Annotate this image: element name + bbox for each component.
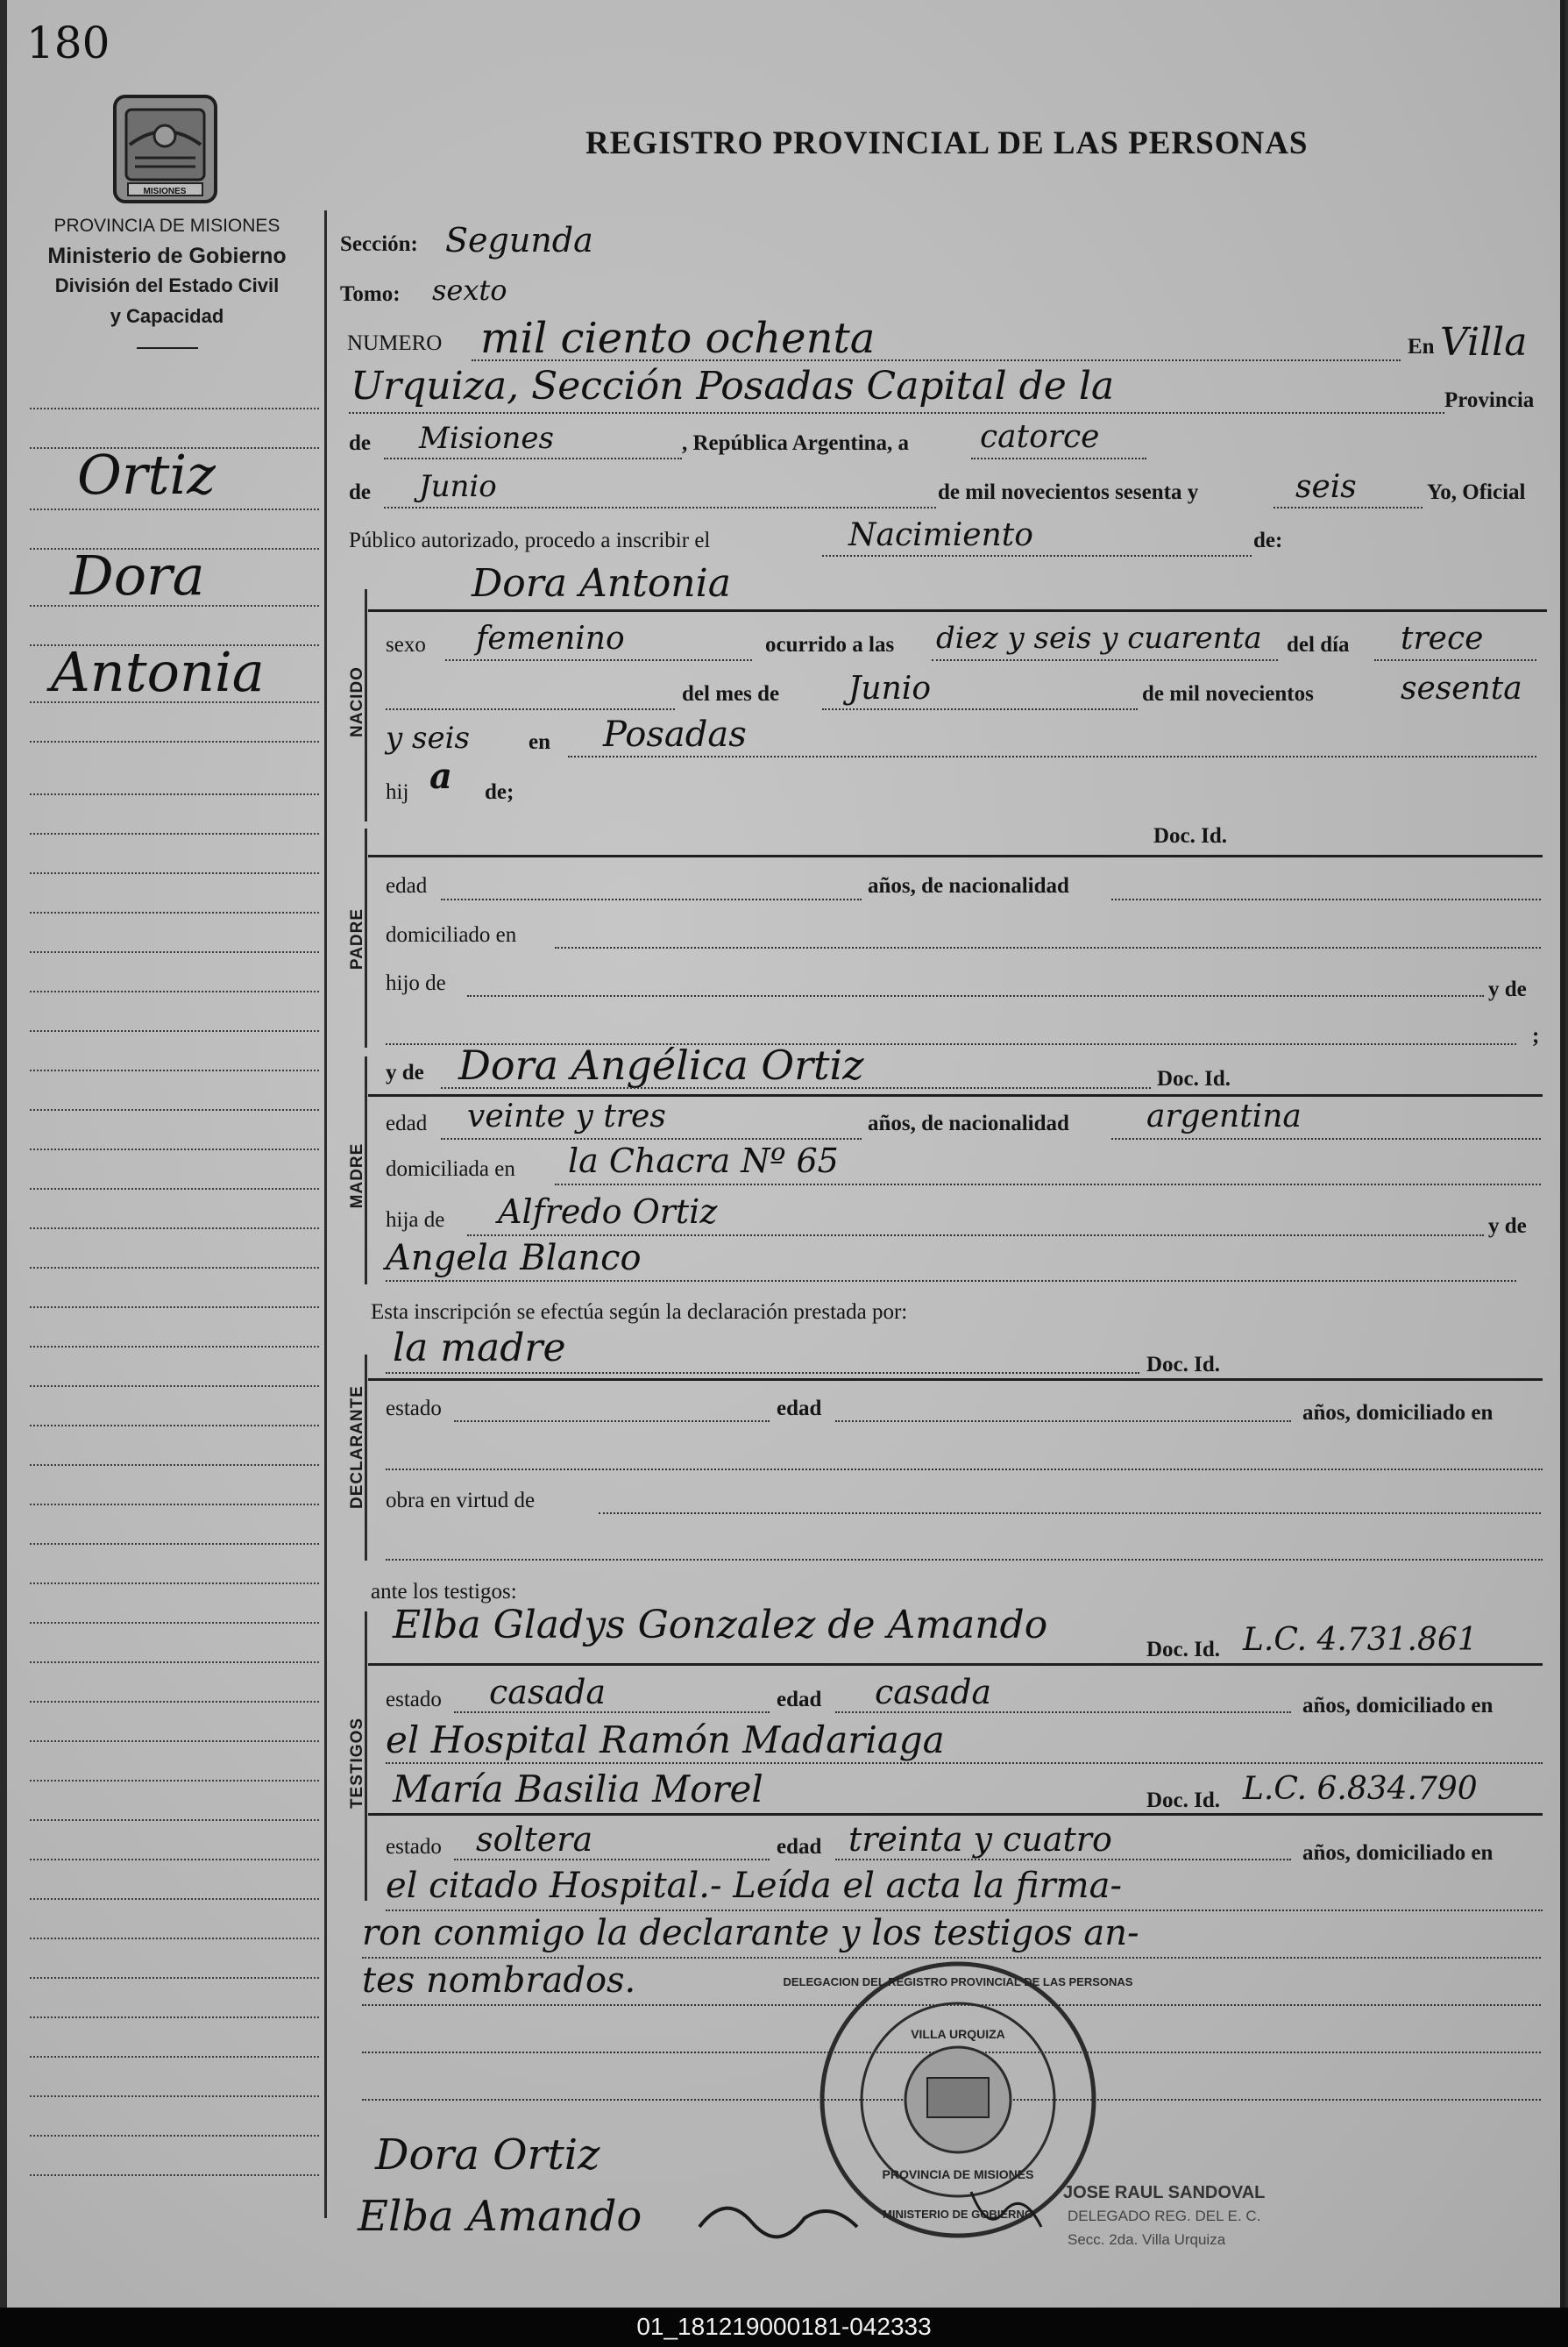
label-provincia: Provincia — [1444, 388, 1535, 412]
label-de-colon: de: — [1253, 529, 1283, 552]
officer-role: DELEGADO REG. DEL E. C. — [1068, 2208, 1261, 2224]
value-anio-nac2: y seis — [386, 721, 470, 756]
label-semicolon: ; — [1532, 1024, 1540, 1048]
label-republica: , República Argentina, a — [682, 431, 910, 455]
label-estado-declarante: estado — [386, 1397, 442, 1420]
document-sheet — [7, 0, 1565, 2308]
value-cierre3: tes nombrados. — [362, 1960, 636, 2001]
label-tomo: Tomo: — [340, 282, 401, 306]
value-seccion: Segunda — [445, 221, 593, 260]
label-doc-id-testigo2: Doc. Id. — [1146, 1789, 1221, 1812]
side-label-testigos: TESTIGOS — [348, 1717, 366, 1810]
label-y-de-padre: y de — [1488, 978, 1527, 1001]
value-tomo: sexto — [432, 274, 507, 307]
value-dia-letra: catorce — [980, 419, 1100, 455]
label-de-prov: de — [349, 431, 371, 455]
label-del-mes: del mes de — [682, 682, 780, 706]
value-mes-nac: Junio — [848, 671, 931, 707]
label-estado-testigo1: estado — [386, 1688, 442, 1711]
label-del-dia: del día — [1287, 633, 1350, 657]
margin-name2: Antonia — [51, 640, 265, 704]
side-label-madre: MADRE — [348, 1142, 366, 1209]
label-hija-de: hija de — [386, 1208, 445, 1232]
label-doc-id-padre: Doc. Id. — [1153, 824, 1228, 848]
value-cierre2: ron conmigo la declarante y los testigos an- — [362, 1913, 1139, 1953]
value-hora: diez y seis y cuarenta — [936, 621, 1262, 656]
label-hij: hij — [386, 780, 409, 804]
value-testigo1-edad: casada — [875, 1673, 992, 1711]
value-testigo1-doc: L.C. 4.731.861 — [1243, 1622, 1478, 1658]
label-hijo-de: hijo de — [386, 971, 446, 995]
value-sexo: femenino — [476, 621, 625, 657]
value-testigo1: Elba Gladys Gonzalez de Amando — [393, 1603, 1048, 1647]
value-dia: trece — [1401, 621, 1484, 657]
stamp-province-text: PROVINCIA DE MISIONES — [882, 2167, 1034, 2181]
label-edad-padre: edad — [386, 874, 428, 898]
value-testigo2-edad: treinta y cuatro — [848, 1820, 1112, 1859]
margin-name1: Dora — [70, 544, 205, 608]
value-hija-suffix: a — [429, 756, 452, 797]
stamp-ring-text: DELEGACION DEL REGISTRO PROVINCIAL DE LAS PERSONAS — [783, 1975, 1133, 1988]
label-doc-id-madre: Doc. Id. — [1157, 1067, 1231, 1091]
side-label-nacido: NACIDO — [348, 666, 366, 737]
label-de-semicolon: de; — [485, 780, 514, 804]
org-capacidad: y Capacidad — [110, 305, 224, 327]
value-nombre: Dora Antonia — [472, 561, 731, 606]
label-esta-inscripcion: Esta inscripción se efectúa según la declaración prestada por: — [371, 1300, 908, 1324]
value-en: Villa — [1440, 320, 1528, 365]
value-testigo2-estado: soltera — [476, 1820, 593, 1859]
folio-number: 180 — [26, 18, 110, 68]
label-edad-testigo1: edad — [777, 1688, 822, 1711]
value-anio-nac: sesenta — [1401, 671, 1522, 707]
value-numero: mil ciento ochenta — [480, 314, 876, 363]
label-anos-dom-declarante: años, domiciliado en — [1302, 1401, 1494, 1425]
side-label-padre: PADRE — [348, 907, 366, 971]
label-domiciliada: domiciliada en — [386, 1157, 515, 1181]
label-en-nac: en — [529, 730, 550, 754]
value-declarante: la madre — [393, 1326, 566, 1370]
value-testigo1-dom: el Hospital Ramón Madariaga — [386, 1718, 945, 1761]
value-testigo2-doc: L.C. 6.834.790 — [1243, 1771, 1478, 1807]
label-seccion: Sección: — [340, 232, 418, 256]
value-mes: Junio — [419, 469, 497, 504]
value-testigo2: María Basilia Morel — [393, 1767, 763, 1810]
org-underline — [137, 347, 198, 349]
footer-file-id: 01_181219000181-042333 — [636, 2313, 932, 2340]
label-doc-id-testigo1: Doc. Id. — [1146, 1638, 1221, 1661]
value-madre-dom: la Chacra Nº 65 — [568, 1141, 839, 1180]
label-ante-testigos: ante los testigos: — [371, 1580, 517, 1604]
label-domiciliado-padre: domiciliado en — [386, 923, 517, 947]
label-numero: NUMERO — [347, 331, 443, 355]
margin-divider — [324, 210, 327, 2218]
label-y-de-madre: y de — [386, 1061, 424, 1085]
signature-scribble — [691, 2174, 1059, 2253]
label-y-de-madre2: y de — [1488, 1214, 1527, 1238]
value-madre-nac: argentina — [1146, 1099, 1302, 1134]
label-anos-nac-padre: años, de nacionalidad — [868, 874, 1069, 898]
label-doc-id-declarante: Doc. Id. — [1146, 1353, 1221, 1376]
value-madre-edad: veinte y tres — [467, 1099, 666, 1134]
label-obra: obra en virtud de — [386, 1489, 536, 1512]
value-madre-nombre: Dora Angélica Ortiz — [458, 1042, 864, 1089]
value-madre-madre: Angela Blanco — [386, 1238, 642, 1278]
stamp-bottom-text: MINISTERIO DE GOBIERNO — [883, 2208, 1033, 2221]
label-anos-dom-testigo2: años, domiciliado en — [1302, 1841, 1494, 1865]
label-anos-nac-madre: años, de nacionalidad — [868, 1112, 1069, 1135]
label-de-mil-nov: de mil novecientos — [1142, 682, 1314, 706]
margin-surname: Ortiz — [77, 443, 216, 507]
label-edad-declarante: edad — [777, 1397, 822, 1420]
label-edad-testigo2: edad — [777, 1835, 822, 1859]
officer-place: Secc. 2da. Villa Urquiza — [1068, 2231, 1226, 2248]
value-testigo1-estado: casada — [489, 1673, 607, 1711]
label-yo-oficial: Yo, Oficial — [1427, 480, 1526, 504]
value-lugar: Urquiza, Sección Posadas Capital de la — [351, 364, 1115, 409]
org-ministry: Ministerio de Gobierno — [47, 244, 287, 268]
side-label-declarante: DECLARANTE — [348, 1385, 366, 1509]
label-en: En — [1408, 335, 1435, 359]
officer-name: JOSE RAUL SANDOVAL — [1063, 2183, 1266, 2202]
org-province: PROVINCIA DE MISIONES — [53, 216, 280, 236]
value-lugar-nac: Posadas — [603, 715, 747, 755]
value-anio: seis — [1295, 469, 1357, 505]
value-acto: Nacimiento — [848, 517, 1033, 553]
label-anos-dom-testigo1: años, domiciliado en — [1302, 1694, 1494, 1718]
page-title: REGISTRO PROVINCIAL DE LAS PERSONAS — [585, 125, 1309, 161]
value-cierre1: el citado Hospital.- Leída el acta la firma- — [386, 1866, 1122, 1906]
label-estado-testigo2: estado — [386, 1835, 442, 1859]
stamp-center-text: VILLA URQUIZA — [911, 2027, 1005, 2041]
value-madre-padre: Alfredo Ortiz — [498, 1192, 718, 1231]
label-sexo: sexo — [386, 633, 426, 657]
label-de-mil: de mil novecientos sesenta y — [938, 480, 1199, 504]
coat-of-arms-seal — [110, 92, 220, 206]
seal-text: MISIONES — [143, 187, 187, 196]
label-edad-madre: edad — [386, 1112, 428, 1135]
signature-elba-amando: Elba Amando — [358, 2192, 642, 2241]
signature-dora-ortiz: Dora Ortiz — [375, 2130, 600, 2180]
label-publico: Público autorizado, procedo a inscribir el — [349, 529, 711, 552]
label-ocurrido: ocurrido a las — [765, 633, 895, 657]
label-de-mes: de — [349, 480, 371, 504]
org-division: División del Estado Civil — [54, 274, 280, 296]
value-provincia: Misiones — [419, 421, 554, 456]
